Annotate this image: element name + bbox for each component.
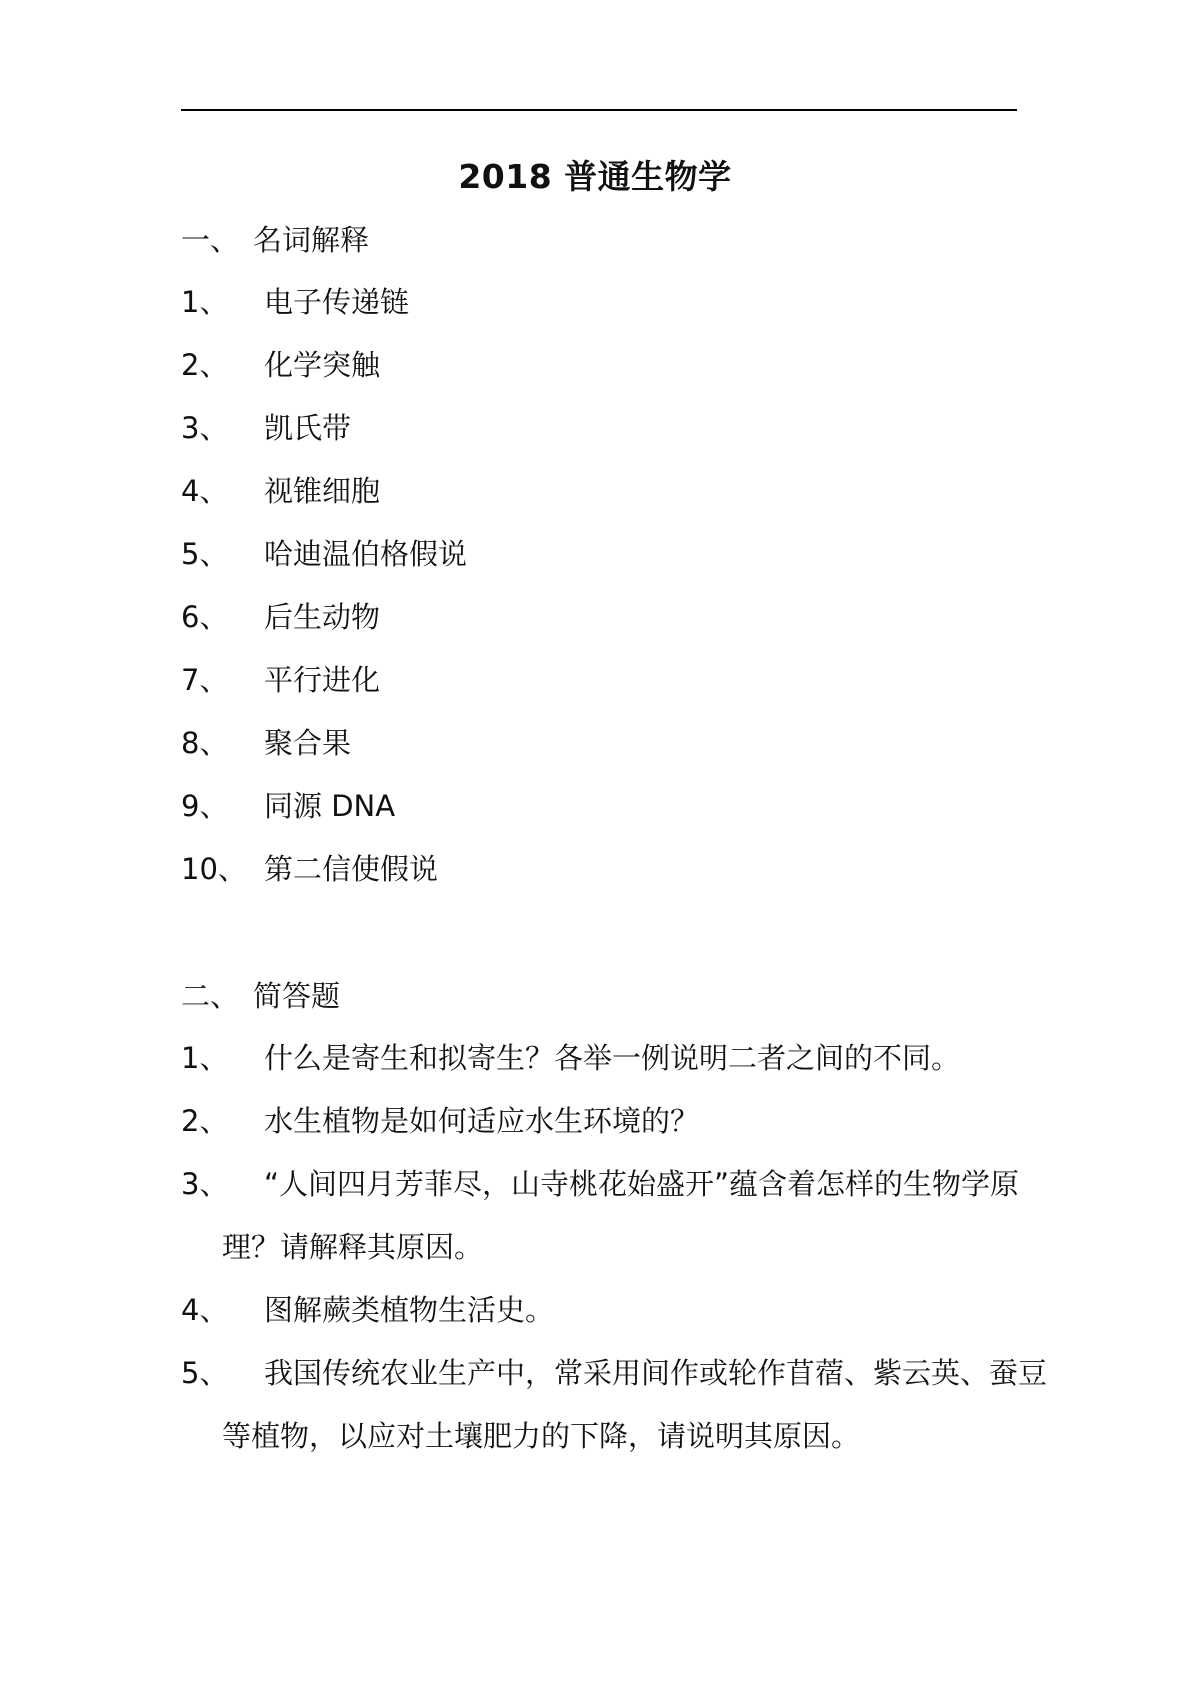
item-number: 6、	[181, 600, 229, 634]
document-title: 2018 普通生物学	[458, 157, 732, 196]
item-text: 聚合果	[264, 726, 352, 760]
item-number: 9、	[181, 789, 229, 823]
item-text: 哈迪温伯格假说	[264, 537, 468, 571]
question-text: “人间四月芳菲尽，山寺桃花始盛开”蕴含着怎样的生物学原	[264, 1167, 1020, 1201]
item-text: 电子传递链	[264, 285, 410, 319]
item-number: 3、	[181, 411, 229, 445]
section-number: 二、	[181, 979, 240, 1013]
item-number: 5、	[181, 537, 229, 571]
item-text: 第二信使假说	[264, 852, 439, 886]
question-text: 什么是寄生和拟寄生？各举一例说明二者之间的不同。	[264, 1041, 961, 1075]
question-text: 图解蕨类植物生活史。	[264, 1293, 555, 1327]
item-text: 凯氏带	[264, 411, 352, 445]
item-number: 7、	[181, 663, 229, 697]
item-number: 1、	[181, 1041, 229, 1075]
item-number: 8、	[181, 726, 229, 760]
section-title: 简答题	[253, 979, 341, 1013]
question-text: 水生植物是如何适应水生环境的？	[264, 1104, 700, 1138]
item-text: 同源 DNA	[264, 789, 396, 823]
item-number: 4、	[181, 474, 229, 508]
item-text: 平行进化	[264, 663, 381, 697]
item-number: 5、	[181, 1356, 229, 1390]
item-number: 10、	[181, 852, 247, 886]
item-number: 2、	[181, 348, 229, 382]
item-number: 1、	[181, 285, 229, 319]
item-number: 4、	[181, 1293, 229, 1327]
item-number: 2、	[181, 1104, 229, 1138]
section-number: 一、	[181, 223, 240, 257]
question-text-continued: 等植物，以应对土壤肥力的下降，请说明其原因。	[222, 1419, 861, 1453]
question-text: 我国传统农业生产中，常采用间作或轮作苜蓿、紫云英、蚕豆	[264, 1356, 1048, 1390]
question-text-continued: 理？请解释其原因。	[222, 1230, 484, 1264]
item-number: 3、	[181, 1167, 229, 1201]
header-rule	[181, 109, 1017, 111]
item-text: 视锥细胞	[264, 474, 381, 508]
item-text: 后生动物	[264, 600, 381, 634]
item-text: 化学突触	[264, 348, 381, 382]
section-title: 名词解释	[253, 223, 370, 257]
